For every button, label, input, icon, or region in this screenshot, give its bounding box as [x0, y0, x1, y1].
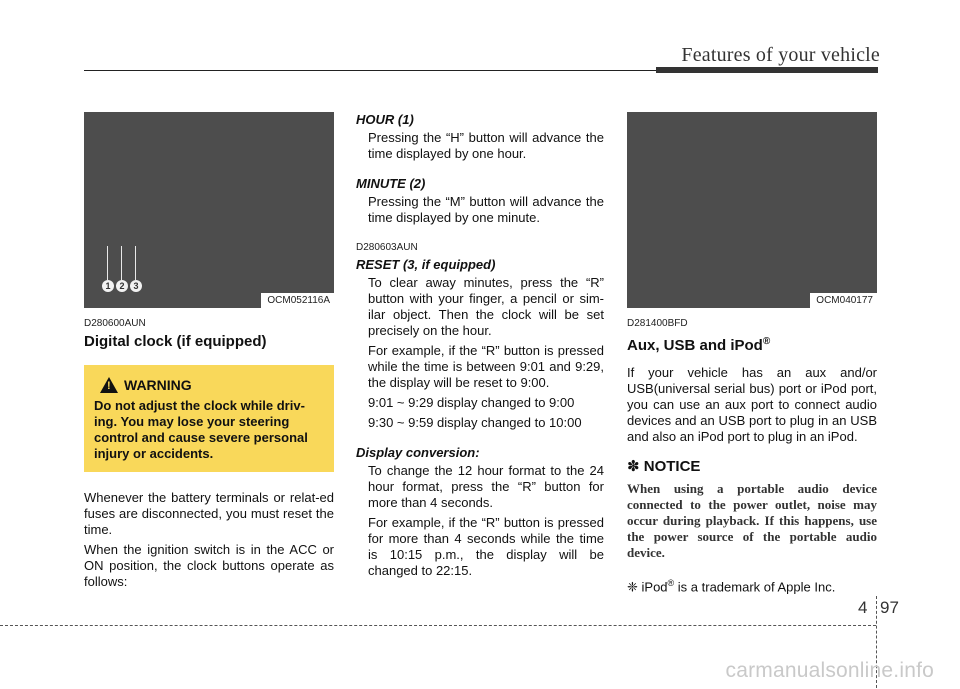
- reset-text: To clear away minutes, press the “R” button with your finger, a pencil or sim-ilar object. Then the clock will be set precisely on the hour.: [368, 275, 604, 338]
- callout-1: 1: [102, 280, 114, 292]
- paragraph: If your vehicle has an aux and/or USB(universal serial bus) port or iPod port, you can use an aux port to connect audio devices and an USB port to plug in an USB and also an iPod port to plug in an iPod.: [627, 365, 877, 444]
- reset-line: 9:01 ~ 9:29 display changed to 9:00: [368, 395, 575, 410]
- conversion-example: For example, if the “R” button is pressed for more than 4 seconds while the time is 10:15 p.m., the display will be changed to 22:15.: [368, 515, 604, 578]
- chapter-number: 4: [858, 598, 868, 617]
- minute-text: Pressing the “M” button will advance the time displayed by one minute.: [368, 194, 604, 225]
- reset-heading: RESET (3, if equipped): [356, 257, 496, 272]
- section-code: D281400BFD: [627, 318, 688, 329]
- reset-example: For example, if the “R” button is pressed while the time is between 9:01 and 9:29, the display will be reset to 9:00.: [368, 343, 604, 390]
- photo-caption: OCM040177: [810, 293, 877, 308]
- paragraph: Whenever the battery terminals or relat-ed fuses are disconnected, you must reset the time.: [84, 490, 334, 537]
- column-middle: [356, 112, 604, 583]
- conversion-heading: Display conversion:: [356, 445, 480, 460]
- paragraph: When the ignition switch is in the ACC or ON position, the clock buttons operate as follows:: [84, 542, 334, 589]
- warning-box: [84, 365, 334, 472]
- callout-line: [135, 246, 136, 280]
- conversion-text: To change the 12 hour format to the 24 hour format, press the “R” button for more than 4 seconds.: [368, 463, 604, 510]
- heading-text: Aux, USB and iPod: [627, 337, 763, 354]
- column-left: [84, 112, 334, 594]
- warning-icon: !: [100, 377, 118, 393]
- notice-title: ✽ NOTICE: [627, 458, 701, 475]
- column-right: [627, 112, 877, 595]
- photo-caption: OCM052116A: [261, 293, 334, 308]
- callout-line: [107, 246, 108, 280]
- callout-line: [121, 246, 122, 280]
- reset-line: 9:30 ~ 9:59 display changed to 10:00: [368, 415, 582, 430]
- section-heading: Digital clock (if equipped): [84, 333, 267, 350]
- warning-header: [94, 377, 326, 393]
- footnote: [627, 575, 877, 595]
- header-title: Features of your vehicle: [681, 44, 880, 66]
- footnote-sup: ®: [667, 578, 675, 588]
- footnote-mark: ❈ iPod: [627, 579, 668, 595]
- callout-3: 3: [130, 280, 142, 292]
- warning-title: WARNING: [124, 377, 192, 393]
- notice-text: When using a portable audio device connected to the power outlet, noise may occur during playback. If this happens, use the power source of the portable audio device.: [627, 481, 877, 560]
- callout-2: 2: [116, 280, 128, 292]
- section-heading: [627, 333, 877, 355]
- clock-photo: [84, 112, 334, 308]
- page-number: 97: [880, 598, 899, 617]
- aux-usb-photo: [627, 112, 877, 308]
- section-code: D280603AUN: [356, 242, 418, 253]
- section-code: D280600AUN: [84, 318, 146, 329]
- minute-heading: MINUTE (2): [356, 176, 426, 191]
- footer-rule: [0, 625, 876, 626]
- header-rule-accent: [656, 67, 878, 73]
- warning-text: Do not adjust the clock while driv-ing. You may lose your steering control and cause severe personal injury or accidents.: [94, 398, 308, 461]
- footnote-text: is a trademark of Apple Inc.: [674, 579, 836, 595]
- heading-sup: ®: [762, 336, 771, 347]
- hour-text: Pressing the “H” button will advance the time displayed by one hour.: [368, 130, 604, 161]
- hour-heading: HOUR (1): [356, 112, 414, 127]
- watermark: carmanualsonline.info: [725, 659, 934, 682]
